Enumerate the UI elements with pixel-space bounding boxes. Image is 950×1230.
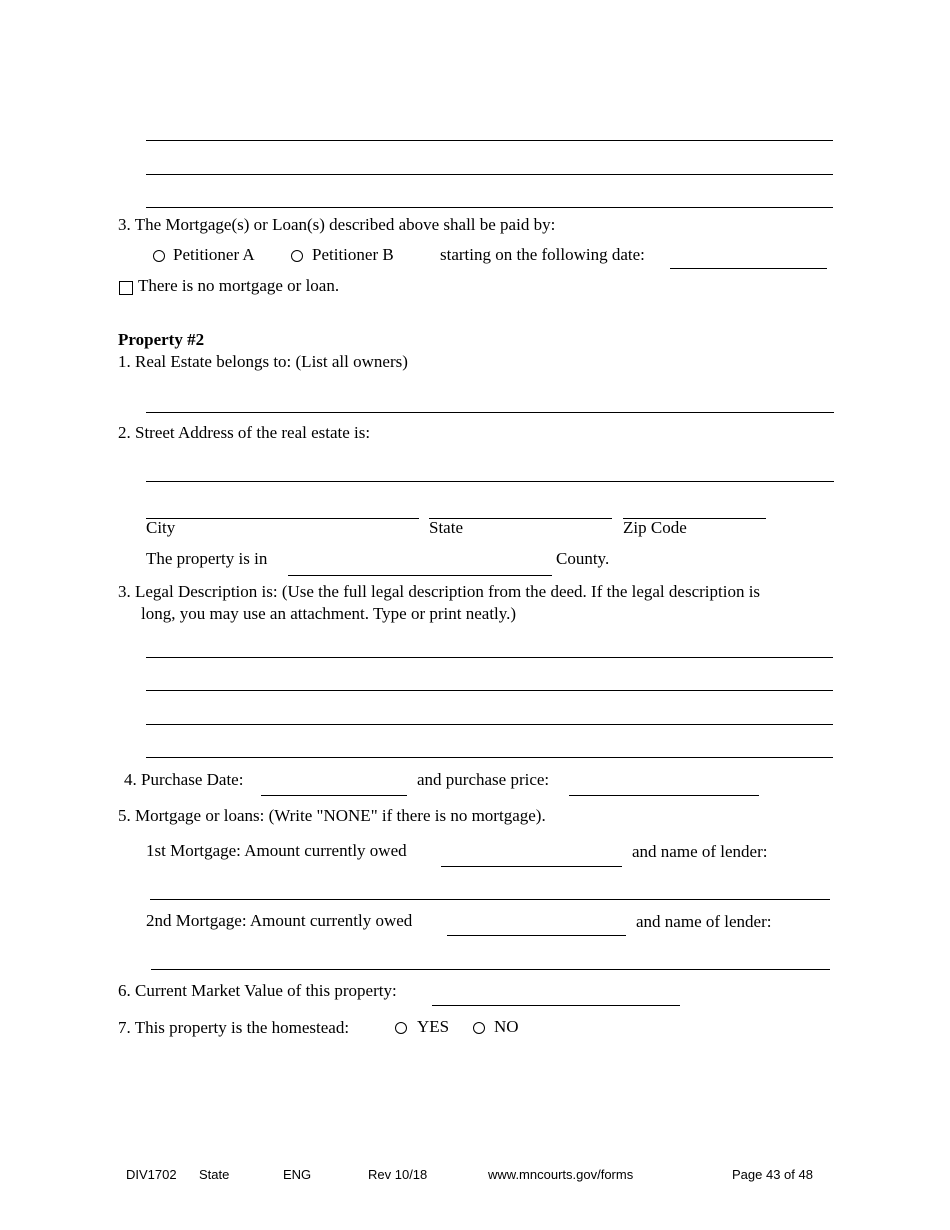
second-lender-field[interactable] (151, 969, 830, 970)
mortgage-loans-label: 5. Mortgage or loans: (Write "NONE" if there is no mortgage). (118, 806, 546, 825)
market-value-label: 6. Current Market Value of this property: (118, 981, 397, 1000)
no-mortgage-label: There is no mortgage or loan. (138, 276, 340, 295)
owners-label: 1. Real Estate belongs to: (List all owners) (118, 352, 408, 371)
footer-page-number: Page 43 of 48 (732, 1167, 813, 1182)
first-lender-label: and name of lender: (632, 842, 768, 861)
purchase-date-field[interactable] (261, 795, 407, 796)
legal-description-label-cont: long, you may use an attachment. Type or print neatly.) (141, 604, 517, 623)
first-mortgage-amount-field[interactable] (441, 866, 622, 867)
second-lender-label: and name of lender: (636, 912, 772, 931)
street-address-field[interactable] (146, 481, 834, 482)
petitioner-b-radio[interactable] (291, 250, 303, 262)
zip-code-label: Zip Code (623, 518, 687, 537)
county-suffix-label: County. (556, 549, 610, 568)
prior-entry-line[interactable] (146, 174, 833, 175)
no-mortgage-checkbox[interactable] (119, 281, 133, 295)
prior-entry-line[interactable] (146, 207, 833, 208)
petitioner-a-label: Petitioner A (173, 245, 255, 264)
start-date-field[interactable] (670, 268, 827, 269)
mortgage-payment-question: 3. The Mortgage(s) or Loan(s) described above shall be paid by: (118, 215, 556, 234)
petitioner-a-radio[interactable] (153, 250, 165, 262)
homestead-label: 7. This property is the homestead: (118, 1018, 350, 1037)
legal-description-field[interactable] (146, 690, 833, 691)
property-2-heading: Property #2 (118, 330, 205, 349)
purchase-date-label: 4. Purchase Date: (124, 770, 244, 789)
owners-field[interactable] (146, 412, 834, 413)
first-mortgage-label: 1st Mortgage: Amount currently owed (146, 841, 407, 860)
homestead-no-label: NO (494, 1017, 519, 1036)
start-date-label: starting on the following date: (440, 245, 645, 264)
county-field[interactable] (288, 575, 552, 576)
legal-description-field[interactable] (146, 757, 833, 758)
city-label: City (146, 518, 176, 537)
second-mortgage-label: 2nd Mortgage: Amount currently owed (146, 911, 413, 930)
state-label: State (429, 518, 463, 537)
legal-description-field[interactable] (146, 657, 833, 658)
address-label: 2. Street Address of the real estate is: (118, 423, 371, 442)
homestead-no-radio[interactable] (473, 1022, 485, 1034)
legal-description-field[interactable] (146, 724, 833, 725)
market-value-field[interactable] (432, 1005, 680, 1006)
petitioner-b-label: Petitioner B (312, 245, 394, 264)
homestead-yes-label: YES (417, 1017, 450, 1036)
homestead-yes-radio[interactable] (395, 1022, 407, 1034)
first-lender-field[interactable] (150, 899, 830, 900)
footer-revision: Rev 10/18 (368, 1167, 428, 1182)
county-prefix-label: The property is in (146, 549, 268, 568)
second-mortgage-amount-field[interactable] (447, 935, 626, 936)
purchase-price-field[interactable] (569, 795, 759, 796)
footer-language: ENG (283, 1167, 312, 1182)
footer-url: www.mncourts.gov/forms (488, 1167, 634, 1182)
purchase-price-label: and purchase price: (417, 770, 550, 789)
footer-form-id: DIV1702 (126, 1167, 177, 1182)
city-field[interactable] (146, 518, 419, 519)
prior-entry-line[interactable] (146, 140, 833, 141)
footer-jurisdiction: State (199, 1167, 230, 1182)
legal-description-label: 3. Legal Description is: (Use the full legal description from the deed. If the legal description is (118, 582, 761, 601)
